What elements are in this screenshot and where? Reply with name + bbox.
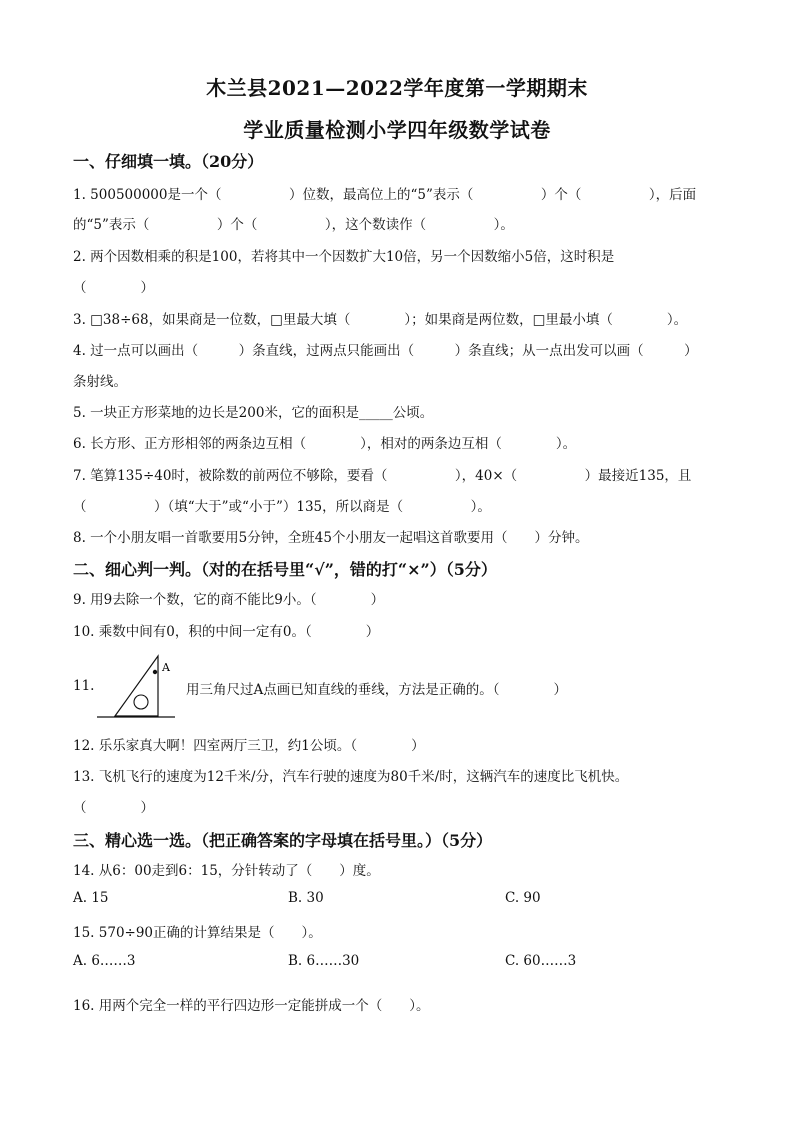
question-15: 15. 570÷90正确的计算结果是（ ）。 bbox=[73, 925, 322, 941]
section2-heading: 二、细心判一判。（对的在括号里“√”，错的打“×”）（5分） bbox=[73, 560, 497, 579]
question-8: 8. 一个小朋友唱一首歌要用5分钟，全班45个小朋友一起唱这首歌要用（ ）分钟。 bbox=[73, 530, 589, 546]
question-13-line2: （ ） bbox=[73, 800, 154, 816]
question-11-text: 用三角尺过A点画已知直线的垂线，方法是正确的。（ ） bbox=[186, 682, 567, 698]
question-15-option-a: A. 6……3 bbox=[73, 953, 136, 969]
question-16: 16. 用两个完全一样的平行四边形一定能拼成一个（ ）。 bbox=[73, 998, 430, 1014]
triangle-ruler-figure bbox=[95, 653, 185, 721]
point-a-label: A bbox=[162, 661, 170, 674]
question-4-line2: 条射线。 bbox=[73, 374, 127, 390]
question-6: 6. 长方形、正方形相邻的两条边互相（ ），相对的两条边互相（ ）。 bbox=[73, 436, 577, 452]
point-a-dot bbox=[153, 670, 157, 674]
question-15-option-b: B. 6……30 bbox=[288, 953, 360, 969]
question-15-option-c: C. 60……3 bbox=[505, 953, 577, 969]
question-11-number: 11. bbox=[73, 678, 95, 694]
section1-heading: 一、仔细填一填。（20分） bbox=[73, 152, 264, 171]
question-5: 5. 一块正方形菜地的边长是200米，它的面积是_____公顷。 bbox=[73, 405, 434, 421]
question-12: 12. 乐乐家真大啊！四室两厅三卫，约1公顷。（ ） bbox=[73, 738, 425, 754]
question-7-line1: 7. 笔算135÷40时，被除数的前两位不够除，要看（ ），40×（ ）最接近135，且 bbox=[73, 468, 692, 484]
question-7-line2: （ ）（填“大于”或“小于”）135，所以商是（ ）。 bbox=[73, 499, 491, 515]
question-14-option-a: A. 15 bbox=[73, 890, 109, 906]
question-2-line1: 2. 两个因数相乘的积是100，若将其中一个因数扩大10倍，另一个因数缩小5倍，这时积是 bbox=[73, 249, 615, 265]
section3-heading: 三、精心选一选。（把正确答案的字母填在括号里。）（5分） bbox=[73, 831, 493, 850]
question-2-line2: （ ） bbox=[73, 280, 154, 296]
question-9: 9. 用9去除一个数，它的商不能比9小。（ ） bbox=[73, 592, 385, 608]
exam-title-line1: 木兰县2021—2022学年度第一学期期末 bbox=[206, 76, 588, 100]
ruler-hole-icon bbox=[134, 695, 148, 709]
question-14: 14. 从6：00走到6：15，分针转动了（ ）度。 bbox=[73, 863, 380, 879]
question-3: 3. □38÷68，如果商是一位数，□里最大填（ ）；如果商是两位数，□里最小填（ ）。 bbox=[73, 312, 688, 328]
exam-title-line2: 学业质量检测小学四年级数学试卷 bbox=[243, 118, 551, 142]
question-14-option-b: B. 30 bbox=[288, 890, 324, 906]
question-10: 10. 乘数中间有0，积的中间一定有0。（ ） bbox=[73, 624, 380, 640]
question-4-line1: 4. 过一点可以画出（ ）条直线，过两点只能画出（ ）条直线；从一点出发可以画（ ） bbox=[73, 343, 698, 359]
question-1-line1: 1. 500500000是一个（ ）位数，最高位上的“5”表示（ ）个（ ），后面 bbox=[73, 187, 697, 203]
question-13-line1: 13. 飞机飞行的速度为12千米/分，汽车行驶的速度为80千米/时，这辆汽车的速度比飞机快。 bbox=[73, 769, 629, 785]
question-14-option-c: C. 90 bbox=[505, 890, 541, 906]
question-1-line2: 的“5”表示（ ）个（ ），这个数读作（ ）。 bbox=[73, 217, 514, 233]
